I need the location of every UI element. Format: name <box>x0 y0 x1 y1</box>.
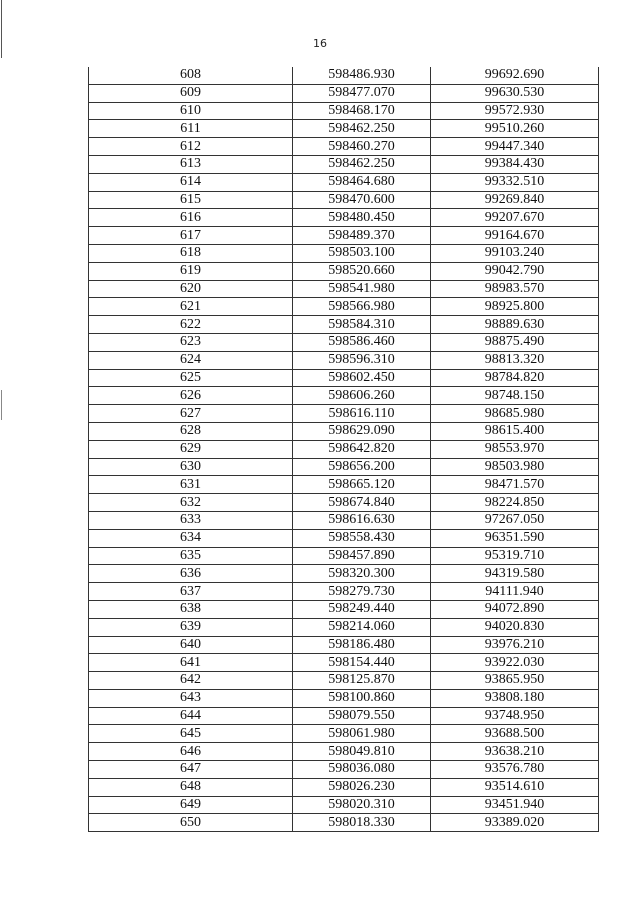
x-coordinate-cell: 598026.230 <box>293 778 431 796</box>
point-number-cell: 616 <box>89 209 293 227</box>
table-row <box>89 227 599 245</box>
x-coordinate-cell: 598079.550 <box>293 707 431 725</box>
table-row <box>89 565 599 583</box>
y-coordinate-cell: 98784.820 <box>431 369 599 387</box>
point-number-cell: 643 <box>89 689 293 707</box>
point-number-cell: 614 <box>89 173 293 191</box>
point-number-cell: 620 <box>89 280 293 298</box>
table-row <box>89 654 599 672</box>
point-number-cell: 646 <box>89 743 293 761</box>
y-coordinate-cell: 99510.260 <box>431 120 599 138</box>
table-row <box>89 529 599 547</box>
table-row <box>89 707 599 725</box>
x-coordinate-cell: 598602.450 <box>293 369 431 387</box>
table-row <box>89 547 599 565</box>
x-coordinate-cell: 598460.270 <box>293 138 431 156</box>
table-row <box>89 209 599 227</box>
x-coordinate-cell: 598020.310 <box>293 796 431 814</box>
y-coordinate-cell: 99692.690 <box>431 67 599 84</box>
x-coordinate-cell: 598464.680 <box>293 173 431 191</box>
y-coordinate-cell: 93451.940 <box>431 796 599 814</box>
x-coordinate-cell: 598616.630 <box>293 511 431 529</box>
page-number: 16 <box>313 37 327 50</box>
table-row <box>89 387 599 405</box>
x-coordinate-cell: 598477.070 <box>293 84 431 102</box>
point-number-cell: 628 <box>89 422 293 440</box>
x-coordinate-cell: 598214.060 <box>293 618 431 636</box>
x-coordinate-cell: 598468.170 <box>293 102 431 120</box>
x-coordinate-cell: 598656.200 <box>293 458 431 476</box>
point-number-cell: 612 <box>89 138 293 156</box>
point-number-cell: 642 <box>89 672 293 690</box>
y-coordinate-cell: 99630.530 <box>431 84 599 102</box>
x-coordinate-cell: 598100.860 <box>293 689 431 707</box>
x-coordinate-cell: 598462.250 <box>293 120 431 138</box>
y-coordinate-cell: 94020.830 <box>431 618 599 636</box>
y-coordinate-cell: 93576.780 <box>431 761 599 779</box>
point-number-cell: 649 <box>89 796 293 814</box>
table-row <box>89 476 599 494</box>
point-number-cell: 629 <box>89 440 293 458</box>
y-coordinate-cell: 93865.950 <box>431 672 599 690</box>
y-coordinate-cell: 99103.240 <box>431 244 599 262</box>
x-coordinate-cell: 598566.980 <box>293 298 431 316</box>
y-coordinate-cell: 99332.510 <box>431 173 599 191</box>
y-coordinate-cell: 98983.570 <box>431 280 599 298</box>
point-number-cell: 626 <box>89 387 293 405</box>
table-row <box>89 138 599 156</box>
table-row <box>89 422 599 440</box>
point-number-cell: 650 <box>89 814 293 832</box>
x-coordinate-cell: 598049.810 <box>293 743 431 761</box>
table-row <box>89 120 599 138</box>
y-coordinate-cell: 98685.980 <box>431 405 599 423</box>
x-coordinate-cell: 598520.660 <box>293 262 431 280</box>
point-number-cell: 634 <box>89 529 293 547</box>
point-number-cell: 640 <box>89 636 293 654</box>
table-row <box>89 494 599 512</box>
y-coordinate-cell: 96351.590 <box>431 529 599 547</box>
point-number-cell: 621 <box>89 298 293 316</box>
point-number-cell: 632 <box>89 494 293 512</box>
x-coordinate-cell: 598629.090 <box>293 422 431 440</box>
y-coordinate-cell: 97267.050 <box>431 511 599 529</box>
table-row <box>89 814 599 832</box>
x-coordinate-cell: 598503.100 <box>293 244 431 262</box>
x-coordinate-cell: 598249.440 <box>293 600 431 618</box>
y-coordinate-cell: 95319.710 <box>431 547 599 565</box>
y-coordinate-cell: 99164.670 <box>431 227 599 245</box>
y-coordinate-cell: 93808.180 <box>431 689 599 707</box>
point-number-cell: 623 <box>89 333 293 351</box>
y-coordinate-cell: 93389.020 <box>431 814 599 832</box>
point-number-cell: 638 <box>89 600 293 618</box>
x-coordinate-cell: 598541.980 <box>293 280 431 298</box>
point-number-cell: 611 <box>89 120 293 138</box>
y-coordinate-cell: 93688.500 <box>431 725 599 743</box>
y-coordinate-cell: 93922.030 <box>431 654 599 672</box>
y-coordinate-cell: 98553.970 <box>431 440 599 458</box>
x-coordinate-cell: 598642.820 <box>293 440 431 458</box>
y-coordinate-cell: 94319.580 <box>431 565 599 583</box>
y-coordinate-cell: 98503.980 <box>431 458 599 476</box>
y-coordinate-cell: 99384.430 <box>431 155 599 173</box>
y-coordinate-cell: 98813.320 <box>431 351 599 369</box>
point-number-cell: 631 <box>89 476 293 494</box>
point-number-cell: 613 <box>89 155 293 173</box>
x-coordinate-cell: 598489.370 <box>293 227 431 245</box>
x-coordinate-cell: 598125.870 <box>293 672 431 690</box>
y-coordinate-cell: 94111.940 <box>431 583 599 601</box>
table-row <box>89 405 599 423</box>
y-coordinate-cell: 98875.490 <box>431 333 599 351</box>
table-row <box>89 600 599 618</box>
point-number-cell: 647 <box>89 761 293 779</box>
x-coordinate-cell: 598462.250 <box>293 155 431 173</box>
y-coordinate-cell: 98889.630 <box>431 316 599 334</box>
table-row <box>89 583 599 601</box>
x-coordinate-cell: 598616.110 <box>293 405 431 423</box>
point-number-cell: 639 <box>89 618 293 636</box>
coordinates-table <box>88 67 599 832</box>
y-coordinate-cell: 98615.400 <box>431 422 599 440</box>
point-number-cell: 609 <box>89 84 293 102</box>
x-coordinate-cell: 598154.440 <box>293 654 431 672</box>
table-row <box>89 244 599 262</box>
point-number-cell: 630 <box>89 458 293 476</box>
point-number-cell: 622 <box>89 316 293 334</box>
point-number-cell: 610 <box>89 102 293 120</box>
point-number-cell: 615 <box>89 191 293 209</box>
point-number-cell: 608 <box>89 67 293 84</box>
y-coordinate-cell: 99572.930 <box>431 102 599 120</box>
x-coordinate-cell: 598470.600 <box>293 191 431 209</box>
point-number-cell: 635 <box>89 547 293 565</box>
y-coordinate-cell: 99042.790 <box>431 262 599 280</box>
table-row <box>89 351 599 369</box>
y-coordinate-cell: 99269.840 <box>431 191 599 209</box>
y-coordinate-cell: 93514.610 <box>431 778 599 796</box>
x-coordinate-cell: 598596.310 <box>293 351 431 369</box>
table-row <box>89 67 599 84</box>
table-row <box>89 511 599 529</box>
point-number-cell: 644 <box>89 707 293 725</box>
table-row <box>89 796 599 814</box>
table-row <box>89 778 599 796</box>
x-coordinate-cell: 598674.840 <box>293 494 431 512</box>
table-row <box>89 155 599 173</box>
table-row <box>89 191 599 209</box>
table-row <box>89 173 599 191</box>
table-row <box>89 84 599 102</box>
table-row <box>89 725 599 743</box>
table-row <box>89 761 599 779</box>
x-coordinate-cell: 598279.730 <box>293 583 431 601</box>
y-coordinate-cell: 93976.210 <box>431 636 599 654</box>
table-row <box>89 618 599 636</box>
point-number-cell: 636 <box>89 565 293 583</box>
table-row <box>89 369 599 387</box>
point-number-cell: 625 <box>89 369 293 387</box>
x-coordinate-cell: 598486.930 <box>293 67 431 84</box>
point-number-cell: 627 <box>89 405 293 423</box>
table-row <box>89 636 599 654</box>
table-row <box>89 672 599 690</box>
table-row <box>89 689 599 707</box>
x-coordinate-cell: 598036.080 <box>293 761 431 779</box>
point-number-cell: 641 <box>89 654 293 672</box>
x-coordinate-cell: 598457.890 <box>293 547 431 565</box>
table-row <box>89 316 599 334</box>
x-coordinate-cell: 598665.120 <box>293 476 431 494</box>
point-number-cell: 645 <box>89 725 293 743</box>
y-coordinate-cell: 94072.890 <box>431 600 599 618</box>
y-coordinate-cell: 99207.670 <box>431 209 599 227</box>
x-coordinate-cell: 598061.980 <box>293 725 431 743</box>
x-coordinate-cell: 598584.310 <box>293 316 431 334</box>
table-row <box>89 333 599 351</box>
margin-line <box>1 390 2 420</box>
x-coordinate-cell: 598586.460 <box>293 333 431 351</box>
y-coordinate-cell: 98471.570 <box>431 476 599 494</box>
y-coordinate-cell: 98748.150 <box>431 387 599 405</box>
table-row <box>89 102 599 120</box>
y-coordinate-cell: 98224.850 <box>431 494 599 512</box>
point-number-cell: 637 <box>89 583 293 601</box>
table-row <box>89 262 599 280</box>
point-number-cell: 619 <box>89 262 293 280</box>
table-row <box>89 458 599 476</box>
y-coordinate-cell: 93748.950 <box>431 707 599 725</box>
y-coordinate-cell: 98925.800 <box>431 298 599 316</box>
x-coordinate-cell: 598186.480 <box>293 636 431 654</box>
x-coordinate-cell: 598606.260 <box>293 387 431 405</box>
table-row <box>89 298 599 316</box>
x-coordinate-cell: 598480.450 <box>293 209 431 227</box>
point-number-cell: 633 <box>89 511 293 529</box>
table-row <box>89 280 599 298</box>
x-coordinate-cell: 598320.300 <box>293 565 431 583</box>
point-number-cell: 648 <box>89 778 293 796</box>
point-number-cell: 618 <box>89 244 293 262</box>
point-number-cell: 617 <box>89 227 293 245</box>
point-number-cell: 624 <box>89 351 293 369</box>
x-coordinate-cell: 598558.430 <box>293 529 431 547</box>
y-coordinate-cell: 93638.210 <box>431 743 599 761</box>
table-row <box>89 743 599 761</box>
coordinates-table-body <box>89 67 599 832</box>
table-row <box>89 440 599 458</box>
x-coordinate-cell: 598018.330 <box>293 814 431 832</box>
y-coordinate-cell: 99447.340 <box>431 138 599 156</box>
